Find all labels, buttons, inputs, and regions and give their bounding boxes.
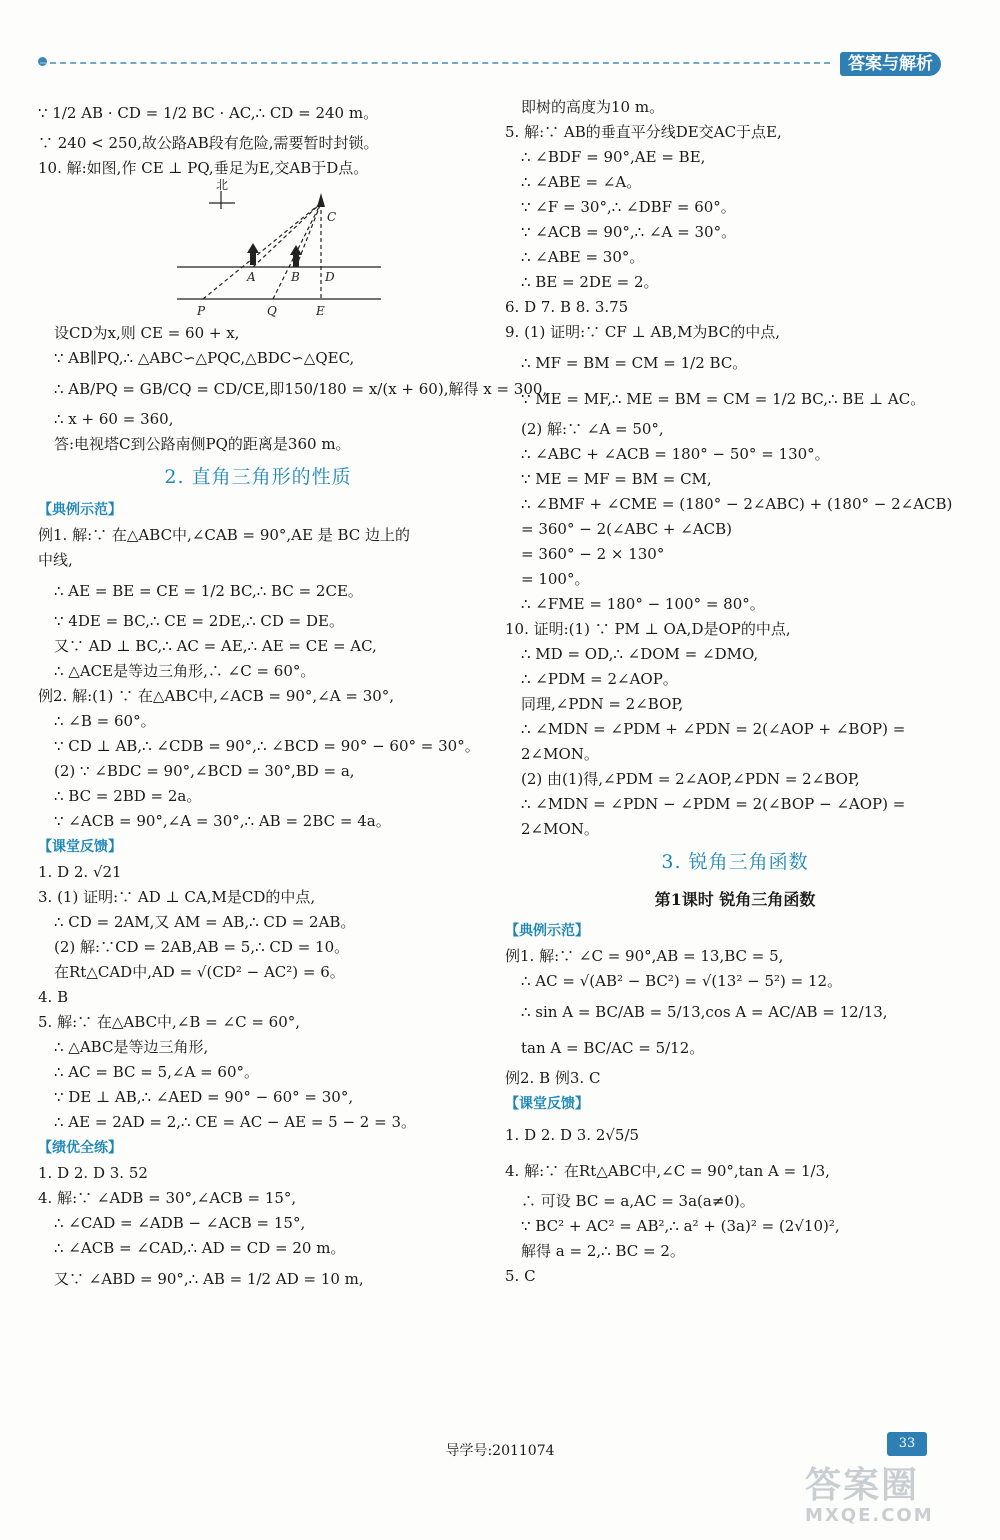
point-b-label: B [291, 270, 300, 284]
point-c-label: C [327, 210, 337, 224]
text-line: 3. (1) 证明:∵ AD ⊥ CA,M是CD的中点, [38, 888, 316, 906]
text-line: 2∠MON。 [521, 745, 599, 763]
north-label: 北 [216, 178, 229, 192]
diagram-road-tower [163, 178, 393, 321]
text-line: ∵ BC² + AC² = AB²,∴ a² + (3a)² = (2√10)², [521, 1217, 840, 1235]
text-line: ∴ AE = 2AD = 2,∴ CE = AC − AE = 5 − 2 = 3。 [54, 1113, 416, 1131]
text-line: ∴ MF = BM = CM = 1/2 BC。 [521, 354, 748, 372]
text-line: 同理,∠PDN = 2∠BOP, [521, 695, 684, 713]
header-line [40, 62, 830, 64]
text-line: ∴ AE = BE = CE = 1/2 BC,∴ BC = 2CE。 [54, 582, 363, 600]
text-line: ∴ ∠MDN = ∠PDM + ∠PDN = 2(∠AOP + ∠BOP) = [521, 720, 906, 738]
text-line: 1. D 2. √21 [38, 863, 122, 881]
text-line: ∴ △ABC是等边三角形, [54, 1038, 209, 1056]
watermark-line1: 答案圈 [805, 1465, 920, 1506]
section-tag: 【课堂反馈】 [38, 839, 122, 855]
text-line: ∴ ∠ACB = ∠CAD,∴ AD = CD = 20 m。 [54, 1239, 346, 1257]
text-line: ∴ ∠BDF = 90°,AE = BE, [521, 148, 706, 166]
point-q-label: Q [267, 304, 277, 318]
text-line: = 360° − 2 × 130° [521, 545, 665, 563]
text-line: ∴ BC = 2BD = 2a。 [54, 787, 202, 805]
text-line: = 100°。 [521, 570, 590, 588]
text-line: ∴ MD = OD,∴ ∠DOM = ∠DMO, [521, 645, 759, 663]
text-line: ∴ AC = √(AB² − BC²) = √(13² − 5²) = 12。 [521, 972, 843, 990]
text-line: 10. 解:如图,作 CE ⊥ PQ,垂足为E,交AB于D点。 [38, 159, 369, 177]
figure [38, 178, 478, 321]
text-line: 4. B [38, 988, 69, 1006]
footer-code: 导学号:2011074 [445, 1443, 555, 1459]
text-line: 例2. 解:(1) ∵ 在△ABC中,∠ACB = 90°,∠A = 30°, [38, 687, 395, 705]
text-line: ∴ sin A = BC/AB = 5/13,cos A = AC/AB = 12/13, [521, 1003, 888, 1021]
section-tag: 【课堂反馈】 [505, 1096, 589, 1112]
text-line: 答:电视塔C到公路南侧PQ的距离是360 m。 [54, 435, 351, 453]
text-line: 例1. 解:∵ 在△ABC中,∠CAB = 90°,AE 是 BC 边上的 [38, 526, 411, 544]
text-line: 5. 解:∵ 在△ABC中,∠B = ∠C = 60°, [38, 1013, 301, 1031]
point-p-label: P [197, 304, 206, 318]
text-line: ∴ AC = BC = 5,∠A = 60°。 [54, 1063, 260, 1081]
text-line: (2) 解:∵ ∠A = 50°, [521, 420, 664, 438]
text-line: = 360° − 2(∠ABC + ∠ACB) [521, 520, 733, 538]
text-line: 10. 证明:(1) ∵ PM ⊥ OA,D是OP的中点, [505, 620, 791, 638]
text-line: ∴ ∠ABE = 30°。 [521, 248, 645, 266]
text-line: 在Rt△CAD中,AD = √(CD² − AC²) = 6。 [54, 963, 345, 981]
text-line: ∵ CD ⊥ AB,∴ ∠CDB = 90°,∴ ∠BCD = 90° − 60° = 30°。 [54, 737, 480, 755]
text-line: (2) 解:∵CD = 2AB,AB = 5,∴ CD = 10。 [54, 938, 350, 956]
text-line: 9. (1) 证明:∵ CF ⊥ AB,M为BC的中点, [505, 323, 780, 341]
point-a-label: A [247, 270, 256, 284]
text-line: 1. D 2. D 3. 2√5/5 [505, 1126, 640, 1144]
text-line: ∴ ∠MDN = ∠PDN − ∠PDM = 2(∠BOP − ∠AOP) = [521, 795, 906, 813]
text-line: ∴ BE = 2DE = 2。 [521, 273, 659, 291]
text-line: ∵ ∠ACB = 90°,∠A = 30°,∴ AB = 2BC = 4a。 [54, 812, 391, 830]
text-line: 又∵ ∠ABD = 90°,∴ AB = 1/2 AD = 10 m, [54, 1270, 364, 1288]
text-line: ∵ ∠F = 30°,∴ ∠DBF = 60°。 [521, 198, 736, 216]
right-column [505, 95, 965, 1289]
text-line: ∴ ∠ABC + ∠ACB = 180° − 50° = 130°。 [521, 445, 830, 463]
text-line: ∴ AB/PQ = GB/CQ = CD/CE,即150/180 = x/(x + 60),解得 x = 300, [54, 380, 548, 398]
text-line: ∵ AB∥PQ,∴ △ABC∽△PQC,△BDC∽△QEC, [54, 349, 355, 367]
text-line: ∴ CD = 2AM,又 AM = AB,∴ CD = 2AB。 [54, 913, 356, 931]
text-line: 6. D 7. B 8. 3.75 [505, 298, 629, 316]
text-line: 即树的高度为10 m。 [521, 98, 665, 116]
watermark [805, 1466, 985, 1530]
text-line: 解得 a = 2,∴ BC = 2。 [521, 1242, 685, 1260]
section-tag: 【绩优全练】 [38, 1140, 122, 1156]
text-line: ∵ ∠ACB = 90°,∴ ∠A = 30°。 [521, 223, 737, 241]
section-tag: 【典例示范】 [505, 923, 589, 939]
text-line: ∴ ∠FME = 180° − 100° = 80°。 [521, 595, 765, 613]
point-d-label: D [325, 270, 335, 284]
text-line: ∴ 可设 BC = a,AC = 3a(a≠0)。 [521, 1192, 755, 1210]
text-line: (2) ∵ ∠BDC = 90°,∠BCD = 30°,BD = a, [54, 762, 355, 780]
page-number: 33 [887, 1432, 927, 1456]
point-e-label: E [316, 304, 325, 318]
text-line: 5. C [505, 1267, 536, 1285]
watermark-line2: MXQE.COM [805, 1505, 934, 1526]
text-line: ∵ 1/2 AB · CD = 1/2 BC · AC,∴ CD = 240 m。 [38, 104, 379, 122]
text-line: 2∠MON。 [521, 820, 599, 838]
text-line: ∴ ∠CAD = ∠ADB − ∠ACB = 15°, [54, 1214, 306, 1232]
text-line: ∴ △ACE是等边三角形,∴ ∠C = 60°。 [54, 662, 316, 680]
text-line: 4. 解:∵ ∠ADB = 30°,∠ACB = 15°, [38, 1189, 297, 1207]
text-line: ∵ ME = MF,∴ ME = BM = CM = 1/2 BC,∴ BE ⊥ AC。 [521, 390, 926, 408]
text-line: ∵ DE ⊥ AB,∴ ∠AED = 90° − 60° = 30°, [54, 1088, 354, 1106]
text-line: 4. 解:∵ 在Rt△ABC中,∠C = 90°,tan A = 1/3, [505, 1162, 830, 1180]
section-title: 2. 直角三角形的性质 [164, 466, 352, 488]
text-line: ∴ ∠PDM = 2∠AOP。 [521, 670, 678, 688]
section-title: 3. 锐角三角函数 [661, 851, 809, 873]
text-line: 5. 解:∵ AB的垂直平分线DE交AC于点E, [505, 123, 782, 141]
text-line: ∴ ∠B = 60°。 [54, 712, 156, 730]
lesson-title: 第1课时 锐角三角函数 [654, 890, 816, 909]
text-line: ∵ ME = MF = BM = CM, [521, 470, 712, 488]
text-line: 例2. B 例3. C [505, 1069, 601, 1087]
text-line: 例1. 解:∵ ∠C = 90°,AB = 13,BC = 5, [505, 947, 784, 965]
section-tag: 【典例示范】 [38, 502, 122, 518]
text-line: ∴ x + 60 = 360, [54, 410, 174, 428]
text-line: (2) 由(1)得,∠PDM = 2∠AOP,∠PDN = 2∠BOP, [521, 770, 860, 788]
text-line: ∵ 4DE = BC,∴ CE = 2DE,∴ CD = DE。 [54, 612, 344, 630]
text-line: 1. D 2. D 3. 52 [38, 1164, 148, 1182]
text-line: ∴ ∠ABE = ∠A。 [521, 173, 642, 191]
text-line: 中线, [38, 551, 73, 569]
text-line: 设CD为x,则 CE = 60 + x, [54, 324, 240, 342]
header-tag: 答案与解析 [840, 52, 941, 76]
text-line: ∵ 240 < 250,故公路AB段有危险,需要暂时封锁。 [38, 134, 379, 152]
text-line: ∴ ∠BMF + ∠CME = (180° − 2∠ABC) + (180° − 2∠ACB) [521, 495, 953, 513]
left-column [38, 95, 548, 1297]
text-line: tan A = BC/AC = 5/12。 [521, 1039, 705, 1057]
text-line: 又∵ AD ⊥ BC,∴ AC = AE,∴ AE = CE = AC, [54, 637, 377, 655]
